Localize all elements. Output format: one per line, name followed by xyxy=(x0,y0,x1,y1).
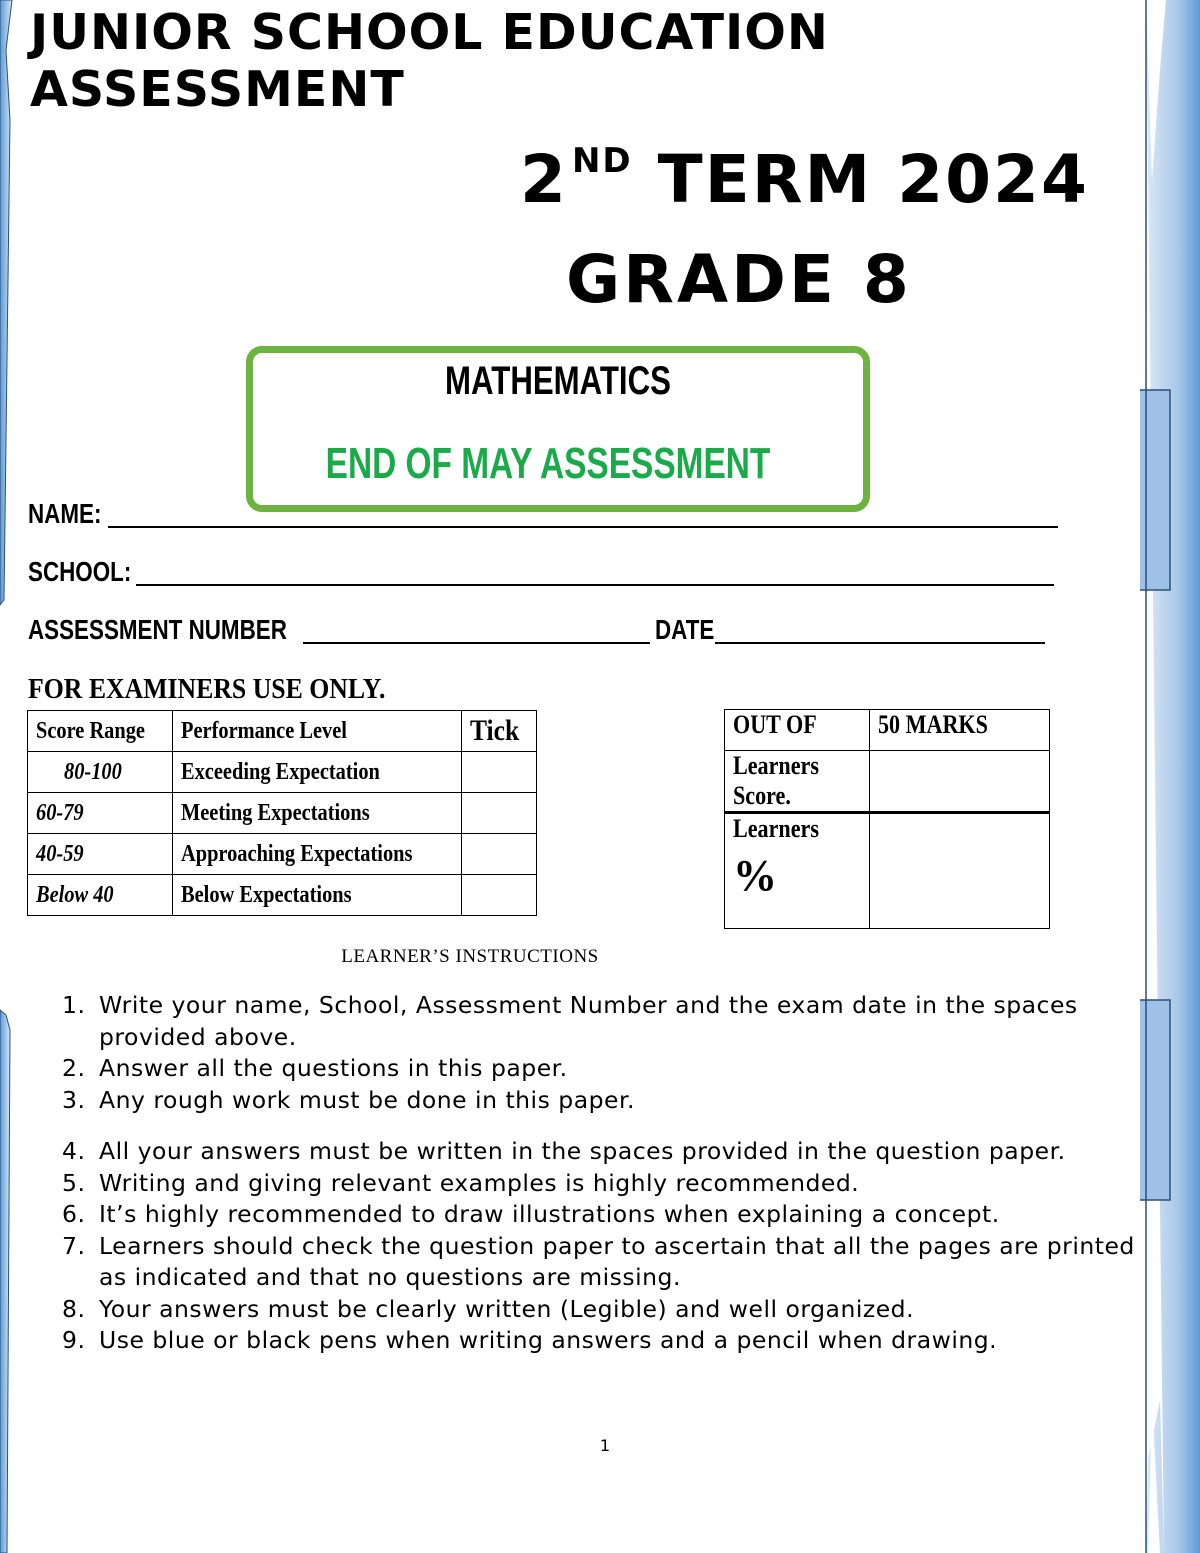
marks-table xyxy=(724,709,1050,929)
list-item: 8. Your answers must be clearly written (Legible) and well organized. xyxy=(62,1294,915,1323)
school-field[interactable] xyxy=(136,584,1054,586)
assessment-number-field[interactable] xyxy=(303,642,650,644)
instructions-list xyxy=(62,990,1152,1357)
learners-score-field[interactable] xyxy=(870,751,1050,813)
performance-level-cell: Approaching Expectations xyxy=(173,834,462,875)
performance-table-header xyxy=(28,711,537,752)
column-header: Score Range xyxy=(28,711,173,752)
subject-box xyxy=(246,346,870,512)
table-row xyxy=(28,752,537,793)
column-header: Tick xyxy=(462,711,537,752)
performance-level-cell: Exceeding Expectation xyxy=(173,752,462,793)
term-year: TERM 2024 xyxy=(657,141,1089,218)
score-range-cell: 60-79 xyxy=(28,793,173,834)
name-field[interactable] xyxy=(108,526,1058,528)
learners-percent-label: Learners % xyxy=(725,813,870,929)
list-item: 6. It’s highly recommended to draw illustrations when explaining a concept. xyxy=(62,1200,1000,1228)
tick-cell[interactable] xyxy=(462,793,537,834)
performance-table xyxy=(27,710,537,916)
out-of-value: 50 MARKS xyxy=(870,710,1050,751)
tick-cell[interactable] xyxy=(462,834,537,875)
instructions-heading: LEARNER’S INSTRUCTIONS xyxy=(341,946,599,967)
tick-cell[interactable] xyxy=(462,752,537,793)
performance-level-cell: Meeting Expectations xyxy=(173,793,462,834)
list-item: 9. Use blue or black pens when writing answers and a pencil when drawing. xyxy=(62,1326,998,1354)
tick-cell[interactable] xyxy=(462,875,537,916)
table-row xyxy=(725,710,1050,751)
term-ordinal: ND xyxy=(571,141,633,181)
list-item: 7. Learners should check the question paper to ascertain that all the pages are printed as indicated and that no questions are missing. xyxy=(62,1231,1135,1291)
list-item: 2. Answer all the questions in this paper. xyxy=(62,1054,568,1082)
score-range-cell: 40-59 xyxy=(28,834,173,875)
school-title-line2: ASSESSMENT xyxy=(30,61,405,118)
school-title-line1: JUNIOR SCHOOL EDUCATION xyxy=(30,4,829,61)
examiners-heading: FOR EXAMINERS USE ONLY. xyxy=(28,674,386,705)
school-label: SCHOOL: xyxy=(28,556,132,587)
subject-title: MATHEMATICS xyxy=(445,359,671,403)
list-item: 1. Write your name, School, Assessment Number and the exam date in the spaces provided above. xyxy=(62,991,1078,1051)
table-row xyxy=(28,793,537,834)
page-number: 1 xyxy=(599,1436,611,1455)
table-row xyxy=(28,875,537,916)
table-row xyxy=(725,813,1050,929)
list-item: 4. All your answers must be written in the spaces provided in the question paper. xyxy=(62,1137,1066,1165)
term-heading xyxy=(520,140,1160,231)
out-of-label: OUT OF xyxy=(725,710,870,751)
score-range-cell: 80-100 xyxy=(28,752,173,793)
date-label: DATE xyxy=(655,614,715,645)
list-item: 5. Writing and giving relevant examples is highly recommended. xyxy=(62,1168,860,1197)
learners-score-label: Learners Score. xyxy=(725,751,870,813)
date-field[interactable] xyxy=(715,642,1045,644)
list-item: 3. Any rough work must be done in this paper. xyxy=(62,1085,635,1114)
assessment-number-label: ASSESSMENT NUMBER xyxy=(28,614,287,645)
grade-heading: GRADE 8 xyxy=(566,241,912,318)
table-row xyxy=(28,834,537,875)
percent-symbol: % xyxy=(733,851,777,900)
performance-level-cell: Below Expectations xyxy=(173,875,462,916)
assessment-title: END OF MAY ASSESSMENT xyxy=(325,439,771,488)
name-label: NAME: xyxy=(28,498,102,529)
learners-percent-field[interactable] xyxy=(870,813,1050,929)
column-header: Performance Level xyxy=(173,711,462,752)
table-row xyxy=(725,751,1050,813)
score-range-cell: Below 40 xyxy=(28,875,173,916)
school-title xyxy=(30,4,890,118)
term-number: 2 xyxy=(520,141,568,218)
